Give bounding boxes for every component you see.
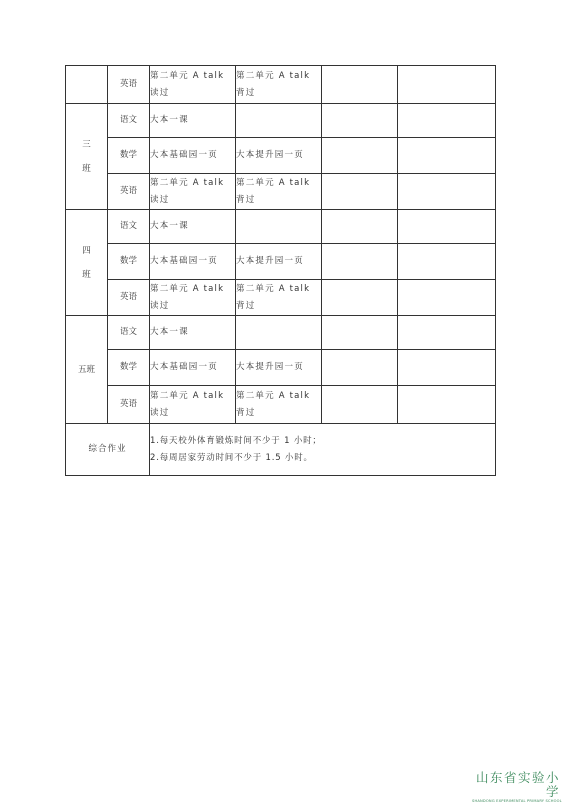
class-cell [66,66,108,104]
school-logo [472,771,560,804]
school-logo-name: 山东省实验小学 [475,770,560,799]
task-cell [322,66,398,104]
subject-cell: 语文 [108,316,150,350]
summary-line: 1.每天校外体育锻炼时间不少于 1 小时； [150,435,322,446]
task-cell [322,174,398,210]
task-cell [236,210,322,244]
task-cell: 第二单元 A talk 读过 [150,386,236,424]
table-row [66,138,496,174]
homework-table-body [66,66,496,476]
subject-cell: 语文 [108,104,150,138]
subject-cell: 英语 [108,174,150,210]
task-cell [398,316,496,350]
class-label-char: 班 [82,269,91,280]
table-row [66,316,496,350]
task-cell: 第二单元 A talk 背过 [236,386,322,424]
task-cell [322,210,398,244]
table-row [66,174,496,210]
school-logo-subtitle: SHANDONG EXPERIMENTAL PRIMARY SCHOOL [472,799,562,803]
summary-line: 2.每周居家劳动时间不少于 1.5 小时。 [150,452,313,463]
subject-cell: 语文 [108,210,150,244]
task-cell [398,138,496,174]
table-row [66,210,496,244]
table-row [66,280,496,316]
summary-label: 综合作业 [66,424,150,476]
task-cell: 第二单元 A talk 读过 [150,280,236,316]
table-row [66,386,496,424]
class-label-char: 三 [82,139,91,150]
homework-table [65,65,496,476]
task-cell: 大本一课 [150,210,236,244]
class-label-char: 班 [82,163,91,174]
task-cell [236,104,322,138]
task-cell [398,350,496,386]
subject-cell: 数学 [108,350,150,386]
task-cell [398,244,496,280]
table-row [66,244,496,280]
task-cell [398,210,496,244]
class-cell [66,316,108,424]
task-cell: 第二单元 A talk 背过 [236,66,322,104]
task-cell: 第二单元 A talk 读过 [150,66,236,104]
table-row [66,66,496,104]
subject-cell: 数学 [108,244,150,280]
task-cell [398,104,496,138]
class-label-char: 五班 [77,364,95,375]
task-cell: 大本提升园一页 [236,350,322,386]
subject-cell: 英语 [108,66,150,104]
task-cell [398,280,496,316]
table-row [66,104,496,138]
class-cell [66,104,108,210]
task-cell [322,244,398,280]
task-cell [322,350,398,386]
task-cell [398,386,496,424]
task-cell: 大本基础园一页 [150,350,236,386]
task-cell: 第二单元 A talk 读过 [150,174,236,210]
task-cell: 大本提升园一页 [236,244,322,280]
task-cell [398,66,496,104]
task-cell: 大本提升园一页 [236,138,322,174]
task-cell [398,174,496,210]
task-cell [236,316,322,350]
class-cell [66,210,108,316]
subject-cell: 数学 [108,138,150,174]
task-cell: 大本一课 [150,104,236,138]
subject-cell: 英语 [108,386,150,424]
task-cell: 大本基础园一页 [150,138,236,174]
summary-row [66,424,496,476]
summary-content [150,424,496,476]
task-cell: 大本基础园一页 [150,244,236,280]
task-cell [322,316,398,350]
task-cell [322,104,398,138]
subject-cell: 英语 [108,280,150,316]
task-cell [322,386,398,424]
task-cell [322,280,398,316]
task-cell: 大本一课 [150,316,236,350]
task-cell: 第二单元 A talk 背过 [236,174,322,210]
task-cell: 第二单元 A talk 背过 [236,280,322,316]
table-row [66,350,496,386]
task-cell [322,138,398,174]
class-label-char: 四 [82,245,91,256]
